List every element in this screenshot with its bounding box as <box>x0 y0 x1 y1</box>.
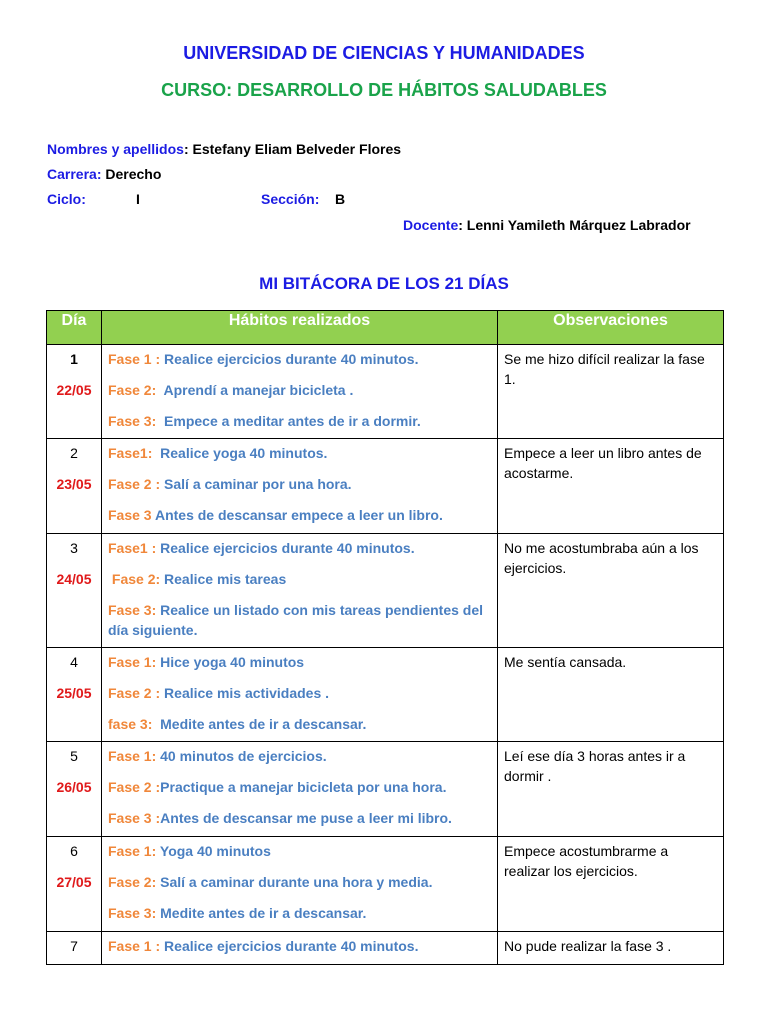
habit-entry <box>108 841 491 861</box>
table-body <box>47 345 724 965</box>
day-date: 24/05 <box>56 571 92 587</box>
habit-text: Antes de descansar me puse a leer mi libro. <box>160 810 452 826</box>
phase-separator <box>152 445 160 461</box>
habit-entry <box>108 652 491 672</box>
phase-separator: : <box>151 938 165 954</box>
phase-separator: : <box>151 476 165 492</box>
day-cell <box>47 932 102 965</box>
habit-text: Yoga 40 minutos <box>159 843 271 859</box>
phase-separator: : <box>151 351 165 367</box>
observation-cell: No me acostumbraba aún a los ejercicios. <box>498 534 724 648</box>
course-title: CURSO: DESARROLLO DE HÁBITOS SALUDABLES <box>161 80 607 100</box>
habit-text: Medite antes de ir a descansar. <box>160 905 367 921</box>
observation-cell: Me sentía cansada. <box>498 648 724 742</box>
phase-separator: : <box>151 779 161 795</box>
habits-cell <box>102 439 498 534</box>
phase-label: Fase 1: <box>108 654 157 670</box>
habit-entry <box>108 538 491 558</box>
career-line <box>47 166 161 182</box>
habit-entry <box>108 903 491 923</box>
day-number: 4 <box>70 654 78 670</box>
cycle-value: I <box>136 191 140 207</box>
day-number: 2 <box>70 445 78 461</box>
day-date: 23/05 <box>56 476 92 492</box>
habit-text: Realice un listado con mis tareas pendientes del día siguiente. <box>108 602 484 638</box>
phase-label: Fase 3: <box>108 413 157 429</box>
day-date: 27/05 <box>56 874 92 890</box>
day-cell <box>47 837 102 932</box>
day-cell <box>47 648 102 742</box>
phase-label: Fase 2 <box>108 685 152 701</box>
habit-entry <box>108 569 491 589</box>
phase-label: Fase 1: <box>108 748 157 764</box>
column-header-day: Día <box>47 311 102 345</box>
habit-text: Empece a meditar antes de ir a dormir. <box>164 413 421 429</box>
table-row <box>47 742 724 837</box>
day-number: 7 <box>70 938 78 954</box>
phase-separator: : <box>151 685 165 701</box>
teacher-label: Docente <box>403 217 459 233</box>
phase-label: Fase 3 <box>108 810 152 826</box>
phase-separator <box>152 716 160 732</box>
habit-text: Practique a manejar bicicleta por una hora. <box>160 779 447 795</box>
habit-entry <box>108 474 491 494</box>
habit-entry <box>108 443 491 463</box>
habit-entry <box>108 746 491 766</box>
day-date: 25/05 <box>56 685 92 701</box>
phase-label: Fase 1 <box>108 351 152 367</box>
habit-entry <box>108 600 491 640</box>
day-number: 5 <box>70 748 78 764</box>
phase-label: Fase 2: <box>108 382 157 398</box>
day-cell <box>47 345 102 439</box>
habit-text: 40 minutos de ejercicios. <box>160 748 327 764</box>
table-header-row <box>47 311 724 345</box>
table-row <box>47 534 724 648</box>
day-cell <box>47 439 102 534</box>
log-title: MI BITÁCORA DE LOS 21 DÍAS <box>259 274 509 293</box>
day-cell <box>47 534 102 648</box>
university-title: UNIVERSIDAD DE CIENCIAS Y HUMANIDADES <box>183 43 585 63</box>
student-name-label: Nombres y apellidos <box>47 141 184 157</box>
habit-entry <box>108 872 491 892</box>
day-number: 6 <box>70 843 78 859</box>
phase-label: Fase 3: <box>108 602 157 618</box>
day-date: 22/05 <box>56 382 92 398</box>
habits-cell <box>102 534 498 648</box>
habit-text: Realice mis tareas <box>164 571 287 587</box>
habits-cell <box>102 345 498 439</box>
habit-entry <box>108 777 491 797</box>
habit-text: Realice yoga 40 minutos. <box>160 445 328 461</box>
habit-entry <box>108 380 491 400</box>
habit-text: Realice ejercicios durante 40 minutos. <box>164 938 419 954</box>
observation-cell: Empece a leer un libro antes de acostarme. <box>498 439 724 534</box>
column-header-habits: Hábitos realizados <box>102 311 498 345</box>
habits-cell <box>102 648 498 742</box>
day-date: 26/05 <box>56 779 92 795</box>
habit-entry <box>108 683 491 703</box>
table-row <box>47 648 724 742</box>
habit-entry <box>108 936 491 956</box>
habit-text: Realice ejercicios durante 40 minutos. <box>160 540 415 556</box>
phase-label: Fase 1: <box>108 843 157 859</box>
habit-text: Aprendí a manejar bicicleta . <box>163 382 354 398</box>
teacher-value: Lenni Yamileth Márquez Labrador <box>466 217 691 233</box>
phase-label: Fase 2: <box>108 874 157 890</box>
table-row <box>47 345 724 439</box>
phase-label: Fase 3: <box>108 905 157 921</box>
table-row <box>47 932 724 965</box>
phase-separator: : <box>151 810 161 826</box>
career-value: Derecho <box>105 166 162 182</box>
habits-log-table <box>46 310 724 965</box>
day-number: 3 <box>70 540 78 556</box>
habits-cell <box>102 837 498 932</box>
teacher-line: Docente: Lenni Yamileth Márquez Labrador <box>403 217 691 233</box>
habit-text: Medite antes de ir a descansar. <box>160 716 367 732</box>
observation-cell: Leí ese día 3 horas antes ir a dormir . <box>498 742 724 837</box>
habit-text: Antes de descansar empece a leer un libro. <box>154 507 443 523</box>
habit-text: Salí a caminar durante una hora y media. <box>160 874 433 890</box>
phase-label: Fase 2 <box>108 476 152 492</box>
day-cell <box>47 742 102 837</box>
habit-entry <box>108 714 491 734</box>
phase-label: Fase 2 <box>108 779 152 795</box>
section-label: Sección: <box>261 191 320 207</box>
habit-text: Realice mis actividades . <box>164 685 330 701</box>
habit-text: Realice ejercicios durante 40 minutos. <box>164 351 419 367</box>
habit-entry <box>108 411 491 431</box>
phase-label: Fase 3 <box>108 507 152 523</box>
phase-label: Fase1 <box>108 540 148 556</box>
habit-text: Salí a caminar por una hora. <box>164 476 352 492</box>
career-label: Carrera: <box>47 166 102 182</box>
habit-entry <box>108 808 491 828</box>
habits-cell <box>102 742 498 837</box>
observation-cell: No pude realizar la fase 3 . <box>498 932 724 965</box>
habit-entry <box>108 349 491 369</box>
phase-label: Fase 1 <box>108 938 152 954</box>
phase-separator <box>156 413 164 429</box>
table-row <box>47 439 724 534</box>
table-row <box>47 837 724 932</box>
observation-cell: Empece acostumbrarme a realizar los ejercicios. <box>498 837 724 932</box>
phase-label: Fase1: <box>108 445 153 461</box>
habit-entry <box>108 505 491 525</box>
column-header-observations: Observaciones <box>498 311 724 345</box>
phase-label: Fase 2: <box>108 571 161 587</box>
student-name-line: Nombres y apellidos: Estefany Eliam Belveder Flores <box>47 141 402 157</box>
phase-separator <box>156 382 163 398</box>
phase-separator: : <box>147 540 161 556</box>
habit-text: Hice yoga 40 minutos <box>160 654 305 670</box>
day-number: 1 <box>70 351 78 367</box>
observation-cell: Se me hizo difícil realizar la fase 1. <box>498 345 724 439</box>
habits-cell <box>102 932 498 965</box>
student-name-value: Estefany Eliam Belveder Flores <box>192 141 402 157</box>
section-value: B <box>335 191 346 207</box>
phase-label: fase 3: <box>108 716 153 732</box>
cycle-label: Ciclo: <box>47 191 86 207</box>
